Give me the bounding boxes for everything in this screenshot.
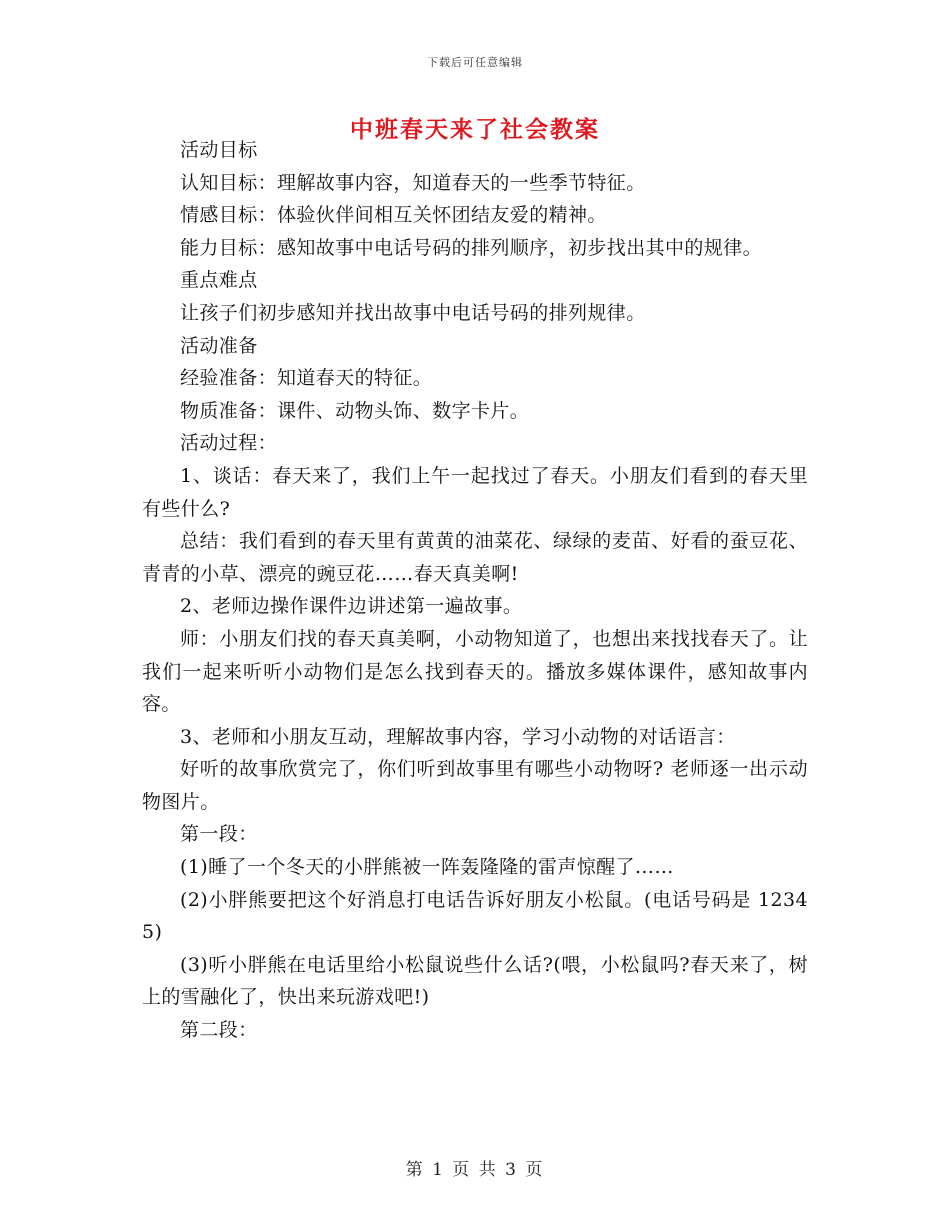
paragraph-step-3: 3、老师和小朋友互动，理解故事内容，学习小动物的对话语言： [180,725,736,748]
paragraph-step-2: 2、老师边操作课件边讲述第一遍故事。 [180,595,523,618]
paragraph-material-preparation: 物质准备：课件、动物头饰、数字卡片。 [180,399,530,422]
paragraph-ability-goal: 能力目标：感知故事中电话号码的排列顺序，初步找出其中的规律。 [180,236,763,259]
paragraph-step-1: 1、谈话：春天来了，我们上午一起找过了春天。小朋友们看到的春天里有些什么? [142,464,808,520]
paragraph-section-2-heading: 第二段： [180,1019,258,1042]
paragraph-process-heading: 活动过程： [180,432,278,455]
document-title: 中班春天来了社会教案 [350,116,600,143]
paragraph-teacher-speech: 师：小朋友们找的春天真美啊，小动物知道了，也想出来找找春天了。让我们一起来听听小动物们是怎么找到春天的。播放多媒体课件，感知故事内容。 [142,627,808,716]
paragraph-activity-goals-heading: 活动目标 [180,139,258,161]
paragraph-section-1-item-1: (1)睡了一个冬天的小胖熊被一阵轰隆隆的雷声惊醒了…… [180,856,674,879]
paragraph-preparation-heading: 活动准备 [180,334,258,357]
page-number-footer: 第 1 页 共 3 页 [405,1160,545,1180]
paragraph-cognitive-goal: 认知目标：理解故事内容，知道春天的一些季节特征。 [180,171,646,194]
paragraph-experience-preparation: 经验准备：知道春天的特征。 [180,367,433,390]
paragraph-story-question: 好听的故事欣赏完了，你们听到故事里有哪些小动物呀? 老师逐一出示动物图片。 [142,758,808,813]
paragraph-key-points: 让孩子们初步感知并找出故事中电话号码的排列规律。 [180,301,646,324]
paragraph-summary: 总结：我们看到的春天里有黄黄的油菜花、绿绿的麦苗、好看的蚕豆花、青青的小草、漂亮的豌豆花……春天真美啊! [142,530,808,585]
paragraph-section-1-item-3: (3)听小胖熊在电话里给小松鼠说些什么话?(喂，小松鼠吗?春天来了，树上的雪融化了，快出来玩游戏吧!) [142,953,808,1009]
paragraph-section-1-item-2: (2)小胖熊要把这个好消息打电话告诉好朋友小松鼠。(电话号码是 12345) [142,888,808,944]
document-body [142,134,808,1047]
paragraph-key-points-heading: 重点难点 [180,269,258,292]
paragraph-section-1-heading: 第一段： [180,823,258,846]
header-note: 下载后可任意编辑 [427,56,523,69]
paragraph-emotional-goal: 情感目标：体验伙伴间相互关怀团结友爱的精神。 [180,204,607,227]
